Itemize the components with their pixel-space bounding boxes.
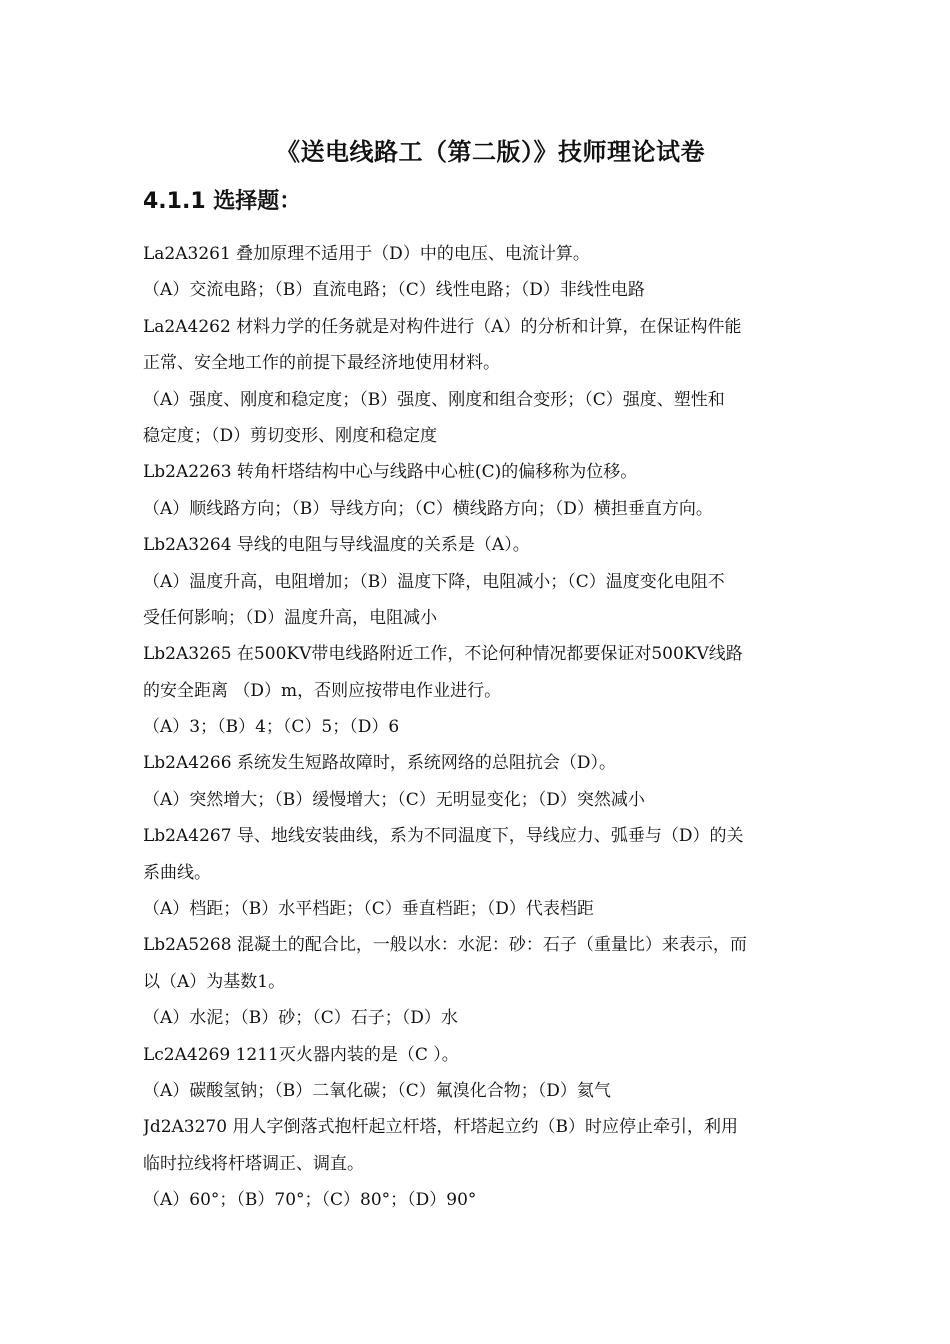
question-line: Lb2A5268 混凝土的配合比，一般以水：水泥：砂：石子（重量比）来表示，而 bbox=[143, 935, 747, 956]
options-line: （A）碳酸氢钠；（B）二氧化碳；（C）氟溴化合物；（D）氦气 bbox=[143, 1080, 611, 1101]
options-line: （A）60°；（B）70°；（C）80°；（D）90° bbox=[143, 1190, 477, 1211]
question-line: 系曲线。 bbox=[143, 862, 211, 883]
question-line: Jd2A3270 用人字倒落式抱杆起立杆塔，杆塔起立约（B）时应停止牵引，利用 bbox=[143, 1117, 738, 1138]
document-title: 《送电线路工（第二版）》技师理论试卷 bbox=[276, 138, 705, 166]
question-line: Lc2A4269 1211灭火器内装的是（C ）。 bbox=[143, 1044, 459, 1065]
options-line: （A）水泥；（B）砂；（C）石子；（D）水 bbox=[143, 1008, 458, 1029]
question-line: 的安全距离 （D）m，否则应按带电作业进行。 bbox=[143, 680, 502, 701]
question-line: 正常、安全地工作的前提下最经济地使用材料。 bbox=[143, 353, 500, 374]
options-line: （A）3；（B）4；（C）5；（D）6 bbox=[143, 717, 400, 738]
options-line: （A）顺线路方向；（B）导线方向；（C）横线路方向；（D）横担垂直方向。 bbox=[143, 498, 713, 519]
options-line: 稳定度；（D）剪切变形、刚度和稳定度 bbox=[143, 425, 438, 446]
question-line: La2A3261 叠加原理不适用于（D）中的电压、电流计算。 bbox=[143, 244, 590, 264]
options-line: （A）强度、刚度和稳定度；（B）强度、刚度和组合变形；（C）强度、塑性和 bbox=[143, 389, 725, 410]
options-line: （A）档距；（B）水平档距；（C）垂直档距；（D）代表档距 bbox=[143, 899, 594, 920]
options-line: 受任何影响；（D）温度升高，电阻减小 bbox=[143, 607, 438, 628]
options-line: （A）突然增大；（B）缓慢增大；（C）无明显变化；（D）突然减小 bbox=[143, 789, 645, 810]
question-line: La2A4262 材料力学的任务就是对构件进行（A）的分析和计算，在保证构件能 bbox=[143, 316, 742, 337]
question-line: Lb2A4266 系统发生短路故障时，系统网络的总阻抗会（D）。 bbox=[143, 753, 617, 774]
options-line: （A）温度升高，电阻增加；（B）温度下降，电阻减小；（C）温度变化电阻不 bbox=[143, 571, 725, 592]
question-line: Lb2A2263 转角杆塔结构中心与线路中心桩(C)的偏移称为位移。 bbox=[143, 462, 638, 483]
section-heading: 4.1.1 选择题： bbox=[143, 189, 302, 214]
question-line: Lb2A4267 导、地线安装曲线，系为不同温度下，导线应力、弧垂与（D）的关 bbox=[143, 826, 744, 847]
options-line: （A）交流电路；（B）直流电路；（C）线性电路；（D）非线性电路 bbox=[143, 280, 645, 301]
question-line: Lb2A3264 导线的电阻与导线温度的关系是（A）。 bbox=[143, 535, 530, 556]
question-line: Lb2A3265 在500KV带电线路附近工作，不论何种情况都要保证对500KV线路 bbox=[143, 644, 743, 665]
question-line: 以（A）为基数1。 bbox=[143, 971, 286, 992]
question-line: 临时拉线将杆塔调正、调直。 bbox=[143, 1153, 364, 1174]
question-list bbox=[143, 236, 823, 1219]
